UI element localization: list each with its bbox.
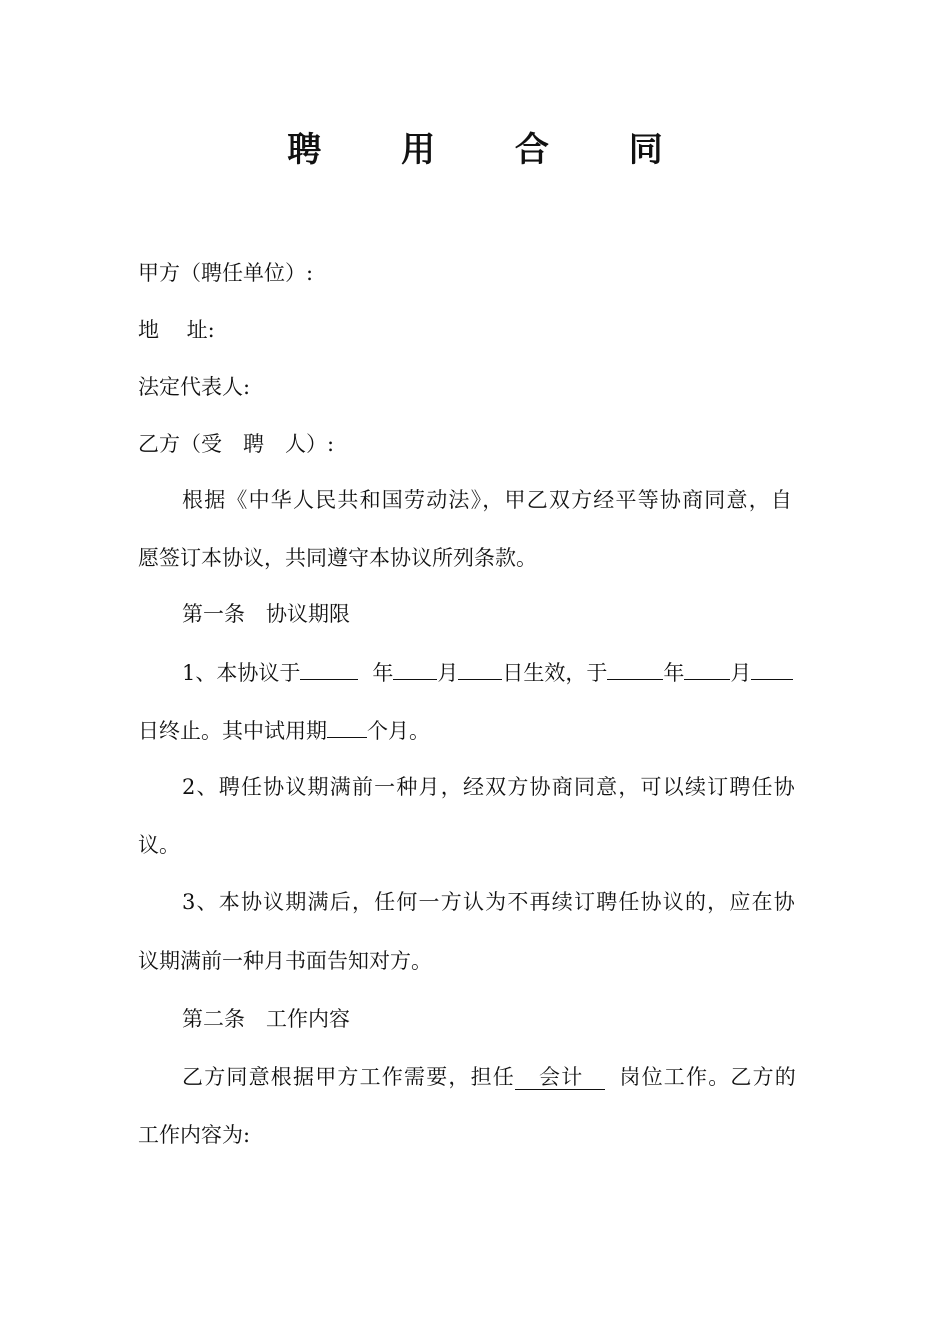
page-title: 聘 用 合 同 (287, 130, 697, 170)
article-1-item-1-line-2 (138, 715, 430, 746)
article-2-prefix: 乙方同意根据甲方工作需要，担任 (182, 1065, 515, 1089)
probation-blank (327, 715, 367, 738)
start-year-blank (300, 657, 358, 680)
intro-paragraph-line-1: 根据《中华人民共和国劳动法》，甲乙双方经平等协商同意，自 (182, 488, 794, 512)
start-month-label: 月 (437, 661, 459, 685)
address-line: 地 址: (138, 318, 215, 342)
probation-unit: 个月。 (367, 719, 430, 743)
article-1-item-3-line-1: 3、本协议期满后，任何一方认为不再续订聘任协议的，应在协 (182, 890, 796, 914)
end-month-label: 月 (730, 661, 752, 685)
item-1-prefix: 1、本协议于 (182, 661, 301, 685)
effective-label: 日生效，于 (502, 661, 608, 685)
start-day-blank (458, 657, 502, 680)
article-2-line-1 (182, 1062, 797, 1092)
article-2-heading: 第二条 工作内容 (182, 1007, 350, 1031)
article-1-item-2-line-1: 2、聘任协议期满前一种月，经双方协商同意，可以续订聘任协 (182, 775, 796, 799)
end-year-label: 年 (663, 661, 685, 685)
end-year-blank (607, 657, 663, 680)
party-a-line: 甲方（聘任单位）: (138, 261, 314, 285)
article-1-heading: 第一条 协议期限 (182, 602, 350, 626)
legal-rep-line: 法定代表人: (138, 375, 251, 399)
start-month-blank (393, 657, 437, 680)
article-1-item-1-line-1 (182, 657, 793, 688)
article-1-item-2-line-2: 议。 (138, 833, 180, 857)
article-1-item-3-line-2: 议期满前一种月书面告知对方。 (138, 949, 432, 973)
position-field: 会计 (515, 1065, 605, 1090)
start-year-label: 年 (372, 661, 394, 685)
end-day-blank (751, 657, 793, 680)
article-2-line-2: 工作内容为: (138, 1123, 251, 1147)
article-2-suffix: 岗位工作。乙方的 (619, 1065, 798, 1089)
end-month-blank (684, 657, 730, 680)
intro-paragraph-line-2: 愿签订本协议，共同遵守本协议所列条款。 (138, 546, 537, 570)
party-b-line: 乙方（受 聘 人）: (138, 432, 335, 456)
termination-text: 日终止。其中试用期 (138, 719, 327, 743)
